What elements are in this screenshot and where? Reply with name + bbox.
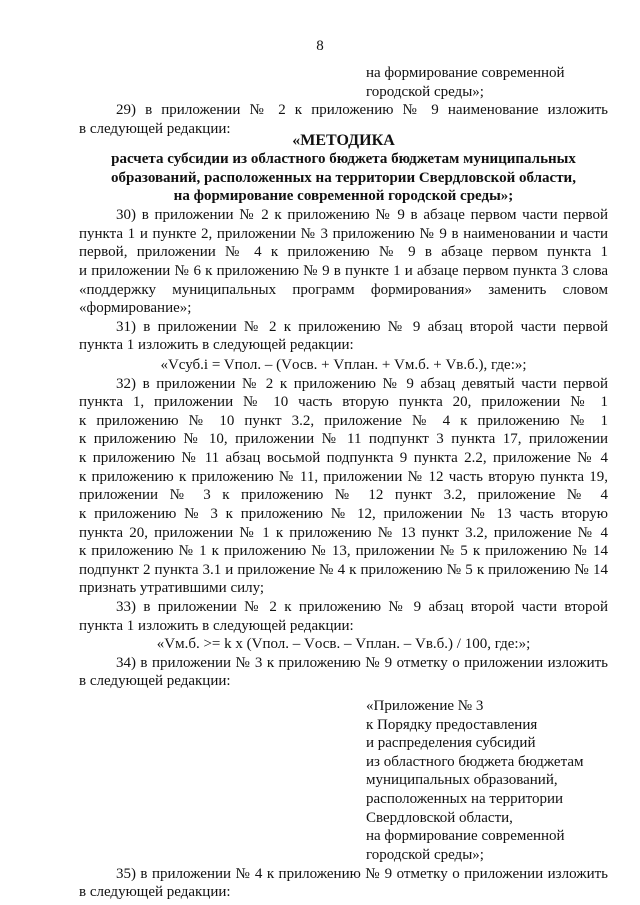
appendix-note-line: на формирование современной bbox=[366, 828, 565, 845]
item-30-line: и приложении № 6 к приложению № 9 в пункте 1 и абзаце первом пункта 3 слова bbox=[79, 262, 608, 279]
item-32-line: признать утратившими силу; bbox=[79, 580, 265, 597]
item-33-line: 33) в приложении № 2 к приложению № 9 абзац второй части второй bbox=[116, 598, 608, 615]
item-32-line: к приложению № 11 абзац восьмой подпункта 9 пункта 2.2, приложение № 4 bbox=[79, 450, 608, 466]
methodology-heading-line: расчета субсидии из областного бюджета бюджетам муниципальных bbox=[111, 151, 576, 168]
item-34-line: в следующей редакции: bbox=[79, 673, 231, 690]
item-32-line: приложении № 3 к приложению № 12 пункт 3.2, приложение № 4 bbox=[79, 487, 608, 504]
top-note-line: на формирование современной bbox=[366, 65, 565, 81]
item-32-line: к приложению № 3 к приложению № 12, приложении № 13 часть вторую bbox=[79, 505, 608, 522]
appendix-note-line: и распределения субсидий bbox=[366, 735, 536, 752]
item-29-line: 29) в приложении № 2 к приложению № 9 наименование изложить bbox=[116, 102, 608, 119]
item-32-line: пункта 1, приложении № 10 часть вторую пункта 20, приложении № 1 bbox=[79, 394, 608, 411]
methodology-heading-line: образований, расположенных на территории Свердловской области, bbox=[111, 169, 576, 186]
item-32-line: пункта 20, приложении № 1 к приложению № 13 пункт 3.2, приложение № 4 bbox=[79, 524, 608, 541]
item-32-line: к приложению к приложению № 11, приложении № 12 часть вторую пункта 19, bbox=[79, 468, 608, 485]
top-note-line: городской среды»; bbox=[366, 83, 484, 100]
item-31-line: пункта 1 изложить в следующей редакции: bbox=[79, 337, 354, 354]
item-30-line: 30) в приложении № 2 к приложению № 9 в абзаце первом части первой bbox=[116, 207, 608, 224]
item-35-line: 35) в приложении № 4 к приложению № 9 отметку о приложении изложить bbox=[116, 866, 608, 883]
appendix-note-line: к Порядку предоставления bbox=[366, 716, 538, 733]
item-32-line: подпункт 2 пункта 3.1 и приложение № 4 к приложению № 5 к приложению № 14 bbox=[79, 561, 608, 578]
item-32-line: к приложению № 10 пункт 3.2, приложение № 4 к приложению № 1 bbox=[79, 412, 608, 429]
appendix-note-line: «Приложение № 3 bbox=[366, 697, 484, 714]
appendix-note-line: из областного бюджета бюджетам bbox=[366, 753, 584, 770]
item-35-line: в следующей редакции: bbox=[79, 884, 231, 900]
item-29-line: в следующей редакции: bbox=[79, 120, 231, 137]
item-31-line: 31) в приложении № 2 к приложению № 9 абзац второй части первой bbox=[116, 318, 608, 335]
item-34-line: 34) в приложении № 3 к приложению № 9 отметку о приложении изложить bbox=[116, 654, 608, 671]
item-30-line: «формирование»; bbox=[79, 300, 192, 317]
item-32-line: к приложению № 10, приложении № 11 подпункт 3 пункта 17, приложении bbox=[79, 431, 608, 448]
methodology-heading-line: на формирование современной городской среды»; bbox=[173, 188, 514, 205]
appendix-note-line: Свердловской области, bbox=[366, 809, 513, 826]
methodology-heading-title: «МЕТОДИКА bbox=[292, 131, 395, 149]
appendix-note-line: городской среды»; bbox=[366, 846, 484, 863]
item-32-line: 32) в приложении № 2 к приложению № 9 абзац девятый части первой bbox=[116, 375, 608, 392]
item-30-line: первой, приложении № 4 к приложению № 9 в абзаце первом пункта 1 bbox=[79, 244, 608, 261]
appendix-note-line: муниципальных образований, bbox=[366, 772, 558, 789]
item-33-line: пункта 1 изложить в следующей редакции: bbox=[79, 617, 354, 634]
item-30-line: «поддержку муниципальных программ формирования» заменить словом bbox=[79, 281, 608, 298]
item-30-line: пункта 1 и пункте 2, приложении № 3 приложению № 9 в наименовании и части bbox=[79, 225, 608, 242]
formula-2: «Vм.б. >= k x (Vпол. – Vосв. – Vплан. – Vв.б.) / 100, где:»; bbox=[156, 636, 531, 653]
item-32-line: к приложению № 1 к приложению № 13, приложении № 5 к приложению № 14 bbox=[79, 543, 608, 560]
formula-1: «Vсуб.i = Vпол. – (Vосв. + Vплан. + Vм.б. + Vв.б.), где:»; bbox=[160, 356, 527, 373]
appendix-note-line: расположенных на территории bbox=[366, 790, 564, 807]
page-number: 8 bbox=[316, 38, 324, 54]
